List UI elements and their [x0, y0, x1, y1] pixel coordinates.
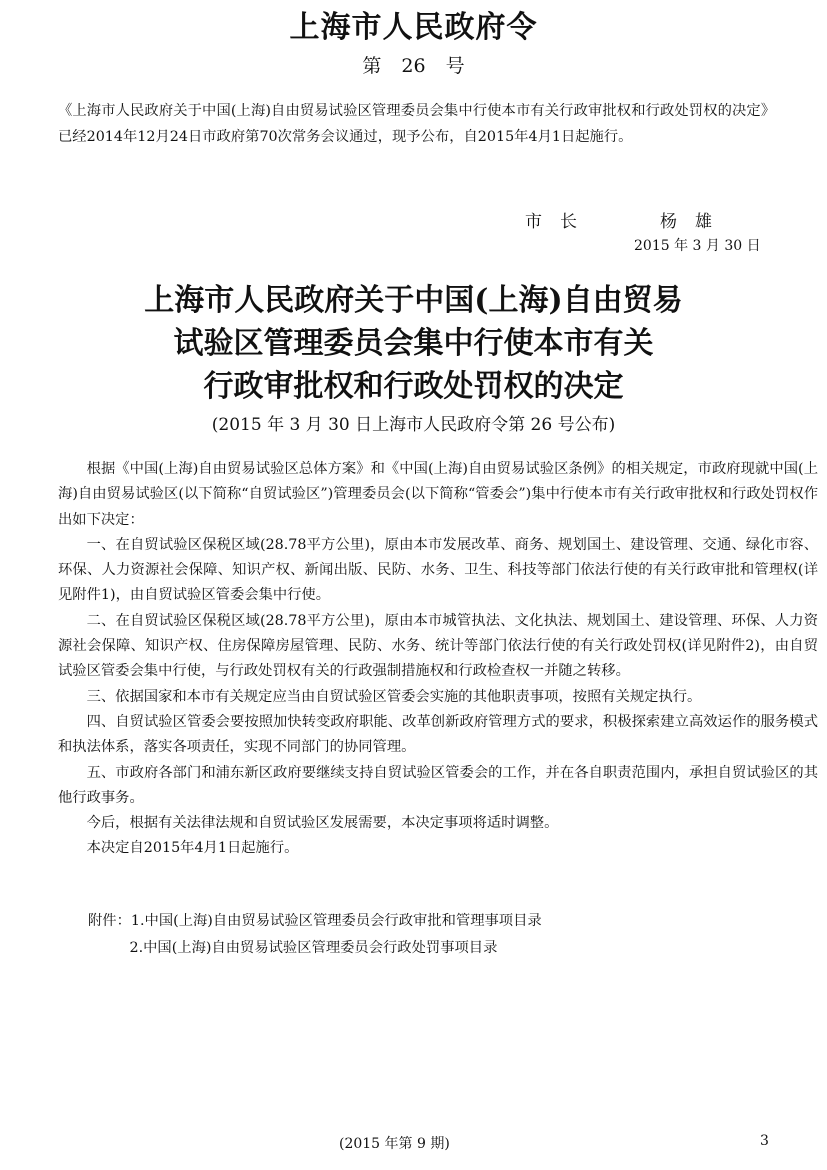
body-paragraph: 四、自贸试验区管委会要按照加快转变政府职能、改革创新政府管理方式的要求，积极探索建立高效运作的服务模式和执法体系，落实各项责任，实现不同部门的协同管理。 [58, 713, 818, 756]
decision-title-line: 行政审批权和行政处罚权的决定 [203, 369, 624, 404]
decision-title-line: 试验区管理委员会集中行使本市有关 [173, 326, 654, 361]
decision-subtitle: (2015 年 3 月 30 日上海市人民政府令第 26 号公布) [211, 415, 616, 435]
signatory-name: 杨雄 [660, 212, 730, 232]
attachments-list [88, 908, 542, 962]
body-paragraph: 今后，根据有关法律法规和自贸试验区发展需要，本决定事项将适时调整。 [86, 815, 559, 832]
body-paragraph: 根据《中国(上海)自由贸易试验区总体方案》和《中国(上海)自由贸易试验区条例》的相关规定，市政府现就中国(上海)自由贸易试验区(以下简称“自贸试验区”)管理委员会(以下简称“管委会”)集中行使本市有关行政审批权和行政处罚权作出如下决定： [58, 461, 818, 528]
signature-date: 2015 年 3 月 30 日 [634, 238, 761, 254]
attachment-item: 2.中国(上海)自由贸易试验区管理委员会行政处罚事项目录 [129, 940, 498, 956]
attachment-item: 附件：1.中国(上海)自由贸易试验区管理委员会行政审批和管理事项目录 [88, 913, 542, 929]
decision-title [0, 279, 827, 408]
promulgation-preamble: 《上海市人民政府关于中国(上海)自由贸易试验区管理委员会集中行使本市有关行政审批权和行政处罚权的决定》已经2014年12月24日市政府第70次常务会议通过，现予公布，自2015年4月1日起施行。 [58, 103, 768, 145]
body-paragraph: 五、市政府各部门和浦东新区政府要继续支持自贸试验区管委会的工作，并在各自职责范围内，承担自贸试验区的其他行政事务。 [58, 764, 818, 806]
body-paragraph: 三、依据国家和本市有关规定应当由自贸试验区管委会实施的其他职责事项，按照有关规定执行。 [86, 688, 702, 705]
footer-issue: (2015 年第 9 期) [339, 1136, 450, 1152]
order-title: 上海市人民政府令 [289, 10, 538, 45]
signatory-title: 市长 [525, 212, 595, 232]
body-paragraph: 本决定自2015年4月1日起施行。 [86, 840, 299, 857]
body-paragraph: 一、在自贸试验区保税区域(28.78平方公里)，原由本市发展改革、商务、规划国土、建设管理、交通、绿化市容、环保、人力资源社会保障、知识产权、新闻出版、民防、水务、卫生、科技等部门依法行使的有关行政审批和管理权(详见附件1)，由自贸试验区管委会集中行使。 [58, 536, 818, 604]
page-number: 3 [760, 1133, 769, 1149]
order-number: 第 26 号 [362, 55, 465, 77]
decision-title-line: 上海市人民政府关于中国(上海)自由贸易 [144, 283, 683, 318]
decision-body [58, 457, 818, 862]
body-paragraph: 二、在自贸试验区保税区域(28.78平方公里)，原由本市城管执法、文化执法、规划国土、建设管理、环保、人力资源社会保障、知识产权、住房保障房屋管理、民防、水务、统计等部门依法行使的有关行政处罚权(详见附件2)，由自贸试验区管委会集中行使，与行政处罚权有关的行政强制措施权和行政检查权一并随之转移。 [58, 612, 818, 680]
